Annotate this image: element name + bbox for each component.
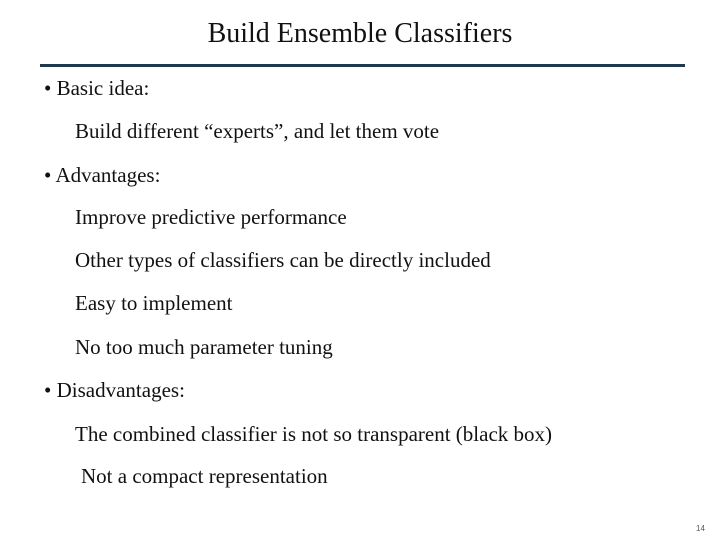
page-number: 14 xyxy=(696,524,705,533)
advantage-item: Improve predictive performance xyxy=(75,205,347,229)
advantage-item: No too much parameter tuning xyxy=(75,335,333,359)
section-heading-advantages: • Advantages: xyxy=(44,163,161,187)
advantage-item: Easy to implement xyxy=(75,291,233,315)
disadvantage-item: Not a compact representation xyxy=(81,464,328,488)
section-heading-basic-idea: • Basic idea: xyxy=(44,76,150,100)
section-heading-disadvantages: • Disadvantages: xyxy=(44,378,185,402)
slide-title: Build Ensemble Classifiers xyxy=(207,18,513,49)
advantage-item: Other types of classifiers can be directly included xyxy=(75,248,491,272)
basic-idea-item: Build different “experts”, and let them vote xyxy=(75,119,440,143)
disadvantage-item: The combined classifier is not so transparent (black box) xyxy=(75,422,553,446)
title-divider xyxy=(40,64,685,67)
